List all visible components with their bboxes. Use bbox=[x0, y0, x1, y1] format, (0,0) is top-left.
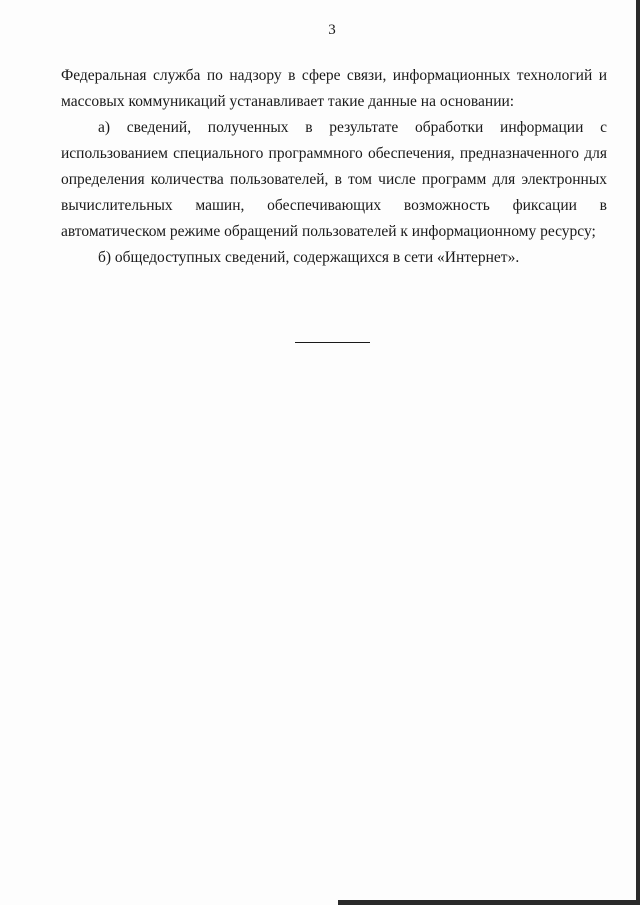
scan-edge-bottom bbox=[338, 900, 640, 905]
page-number: 3 bbox=[328, 22, 336, 38]
body-text bbox=[61, 63, 607, 271]
scan-edge-right bbox=[636, 0, 640, 905]
paragraph-item-a: а) сведений, полученных в результате обработки информации с использованием специального программного обеспечения, предназначенного для определения количества пользователей, в том числе программ для электронных вычислительных машин, обеспечивающих возможность фиксации в автоматическом режиме обращений пользователей к информационному ресурсу; bbox=[61, 119, 607, 240]
end-of-text-rule bbox=[295, 342, 370, 343]
paragraph-item-b: б) общедоступных сведений, содержащихся в сети «Интернет». bbox=[98, 249, 520, 266]
paragraph-intro: Федеральная служба по надзору в сфере связи, информационных технологий и массовых коммуникаций устанавливает такие данные на основании: bbox=[61, 67, 607, 110]
